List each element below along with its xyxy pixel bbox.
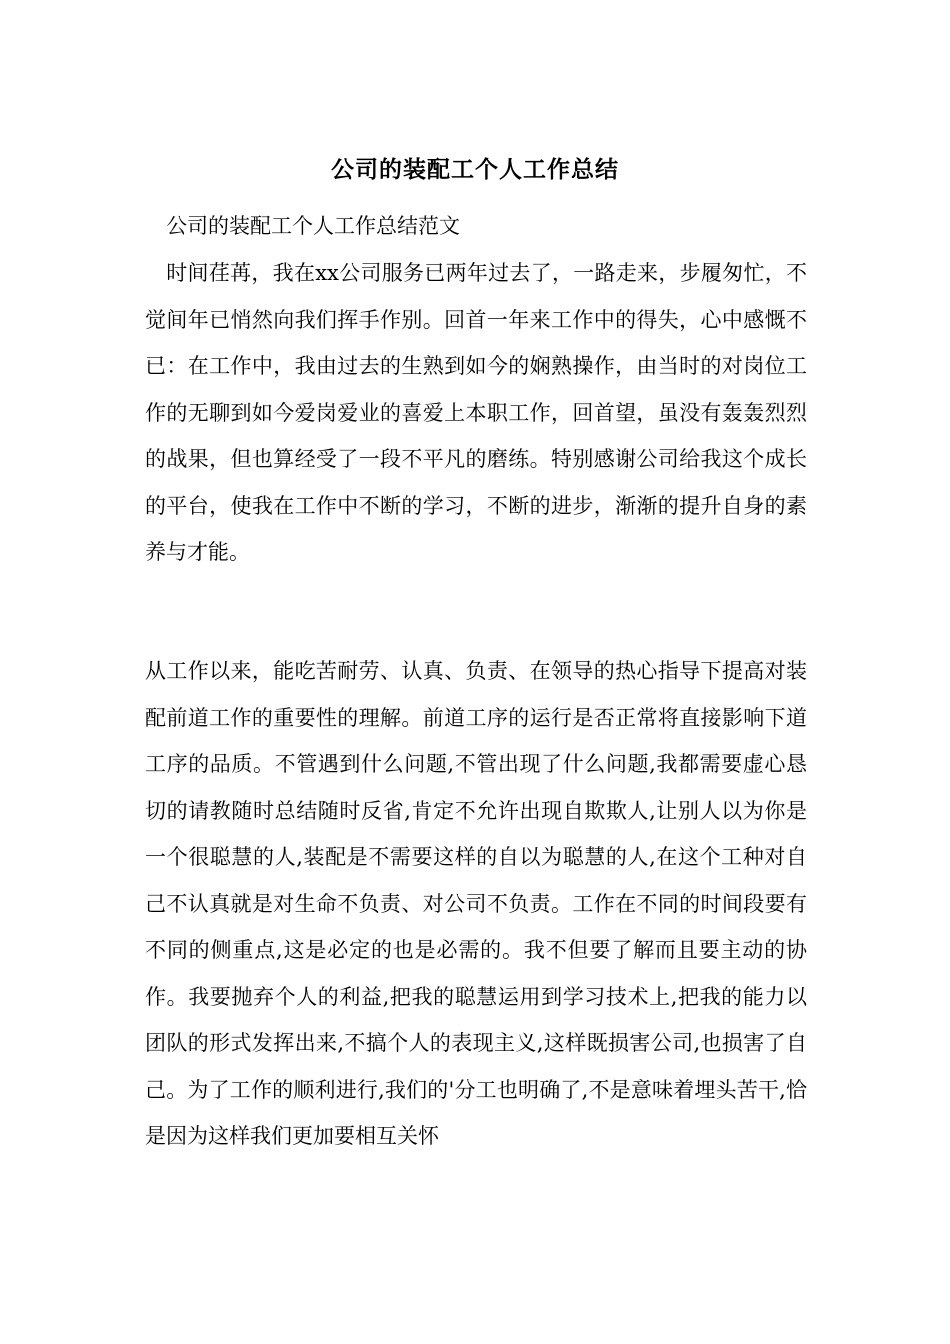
document-title: 公司的装配工个人工作总结 (331, 156, 619, 183)
paragraph: 从工作以来，能吃苦耐劳、认真、负责、在领导的热心指导下提高对装配前道工作的重要性的理解。前道工序的运行是否正常将直接影响下道工序的品质。不管遇到什么问题,不管出现了什么问题,我都需要虚心恳切的请教随时总结随时反省,肯定不允许出现自欺欺人,让别人以为你是一个很聪慧的人,装配是不需要这样的自以为聪慧的人,在这个工种对自己不认真就是对生命不负责、对公司不负责。工作在不同的时间段要有不同的侧重点,这是必定的也是必需的。我不但要了解而且要主动的协作。我要抛弃个人的利益,把我的聪慧运用到学习技术上,把我的能力以团队的形式发挥出来,不搞个人的表现主义,这样既损害公司,也损害了自己。为了工作的顺利进行,我们的'分工也明确了,不是意味着埋头苦干,恰是因为这样我们更加要相互关怀 (145, 659, 807, 1148)
paragraph: 时间荏苒，我在xx公司服务已两年过去了，一路走来，步履匆忙，不觉间年已悄然向我们挥手作别。回首一年来工作中的得失，心中感慨不已：在工作中，我由过去的生熟到如今的娴熟操作，由当时的对岗位工作的无聊到如今爱岗爱业的喜爱上本职工作，回首望，虽没有轰轰烈烈的战果，但也算经受了一段不平凡的磨练。特别感谢公司给我这个成长的平台，使我在工作中不断的学习，不断的进步，渐渐的提升自身的素养与才能。 (145, 261, 807, 564)
document-subtitle: 公司的装配工个人工作总结范文 (166, 214, 460, 238)
